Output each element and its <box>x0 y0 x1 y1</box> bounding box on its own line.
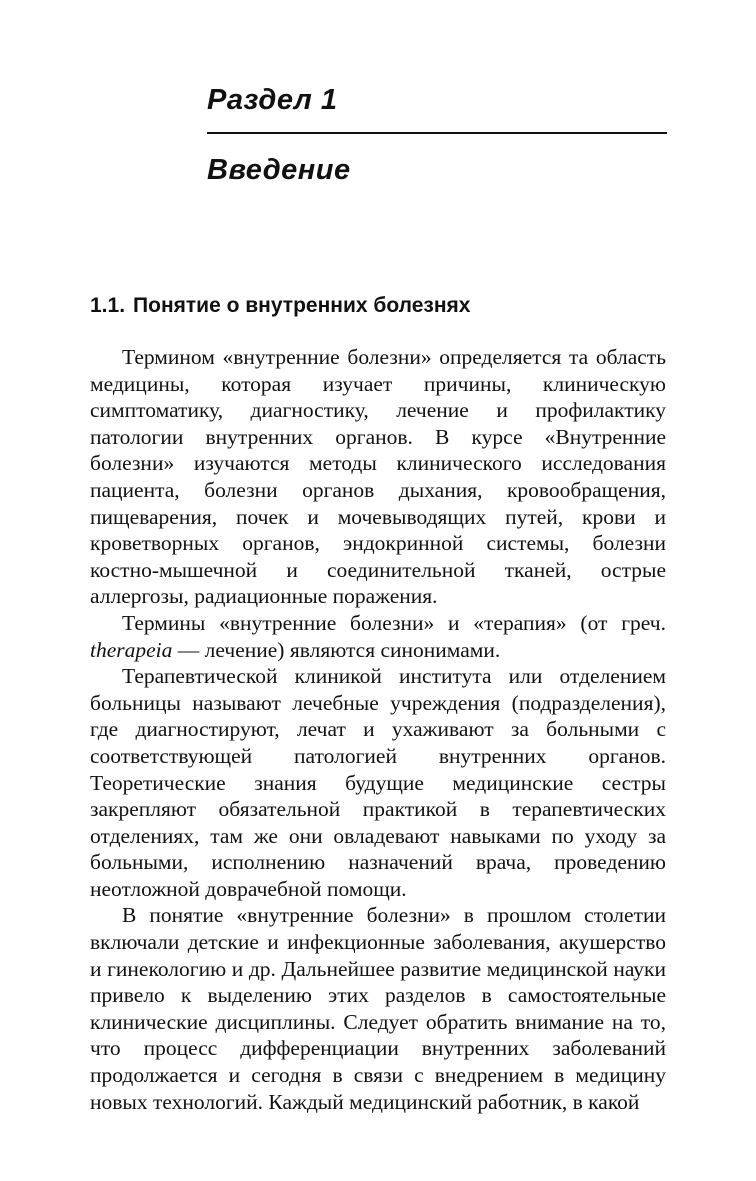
paragraph: Терапевтической клиникой института или отделением больницы называют лечебные учреждения (подразделения), где диагностируют, лечат и ухаживают за больными с соответствующей патологией внутренних органов. Теоретические знания будущие медицинские сестры закрепляют обязательной практикой в терапевтических отделениях, там же они овладевают навыками по уходу за больными, исполнению назначений врача, проведению неотложной доврачебной помощи. <box>90 664 666 901</box>
paragraph: Термином «внутренние болезни» определяется та область медицины, которая изучает причины, клиническую симптоматику, диагностику, лечение и профилактику патологии внутренних органов. В курсе «Внутренние болезни» изучаются методы клинического исследования пациента, болезни органов дыхания, кровообращения, пищеварения, почек и мочевыводящих путей, крови и кроветворных органов, эндокринной системы, болезни костно-мышечной и соединительной тканей, острые аллергозы, радиационные поражения. <box>90 345 666 609</box>
paragraph-text: Термины «внутренние болезни» и «терапия» (от греч. <box>122 610 666 635</box>
paragraph-text: — лечение) являются синонимами. <box>172 637 501 662</box>
section-title: Понятие о внутренних болезнях <box>133 294 471 317</box>
section-heading <box>90 294 470 318</box>
body-text <box>90 344 666 1115</box>
chapter-title: Введение <box>207 154 351 186</box>
chapter-label: Раздел 1 <box>207 84 338 116</box>
chapter-divider <box>207 132 667 134</box>
greek-term: therapeia <box>90 637 173 662</box>
paragraph <box>90 610 666 663</box>
section-number: 1.1. <box>90 294 126 317</box>
paragraph: В понятие «внутренние болезни» в прошлом столетии включали детские и инфекционные заболевания, акушерство и гинекологию и др. Дальнейшее развитие медицинской науки привело к выделению этих разделов в самостоятельные клинические дисциплины. Следует обратить внимание на то, что процесс дифференциации внутренних заболеваний продолжается и сегодня в связи с внедрением в медицину новых технологий. Каждый медицинский работник, в какой <box>90 903 666 1114</box>
